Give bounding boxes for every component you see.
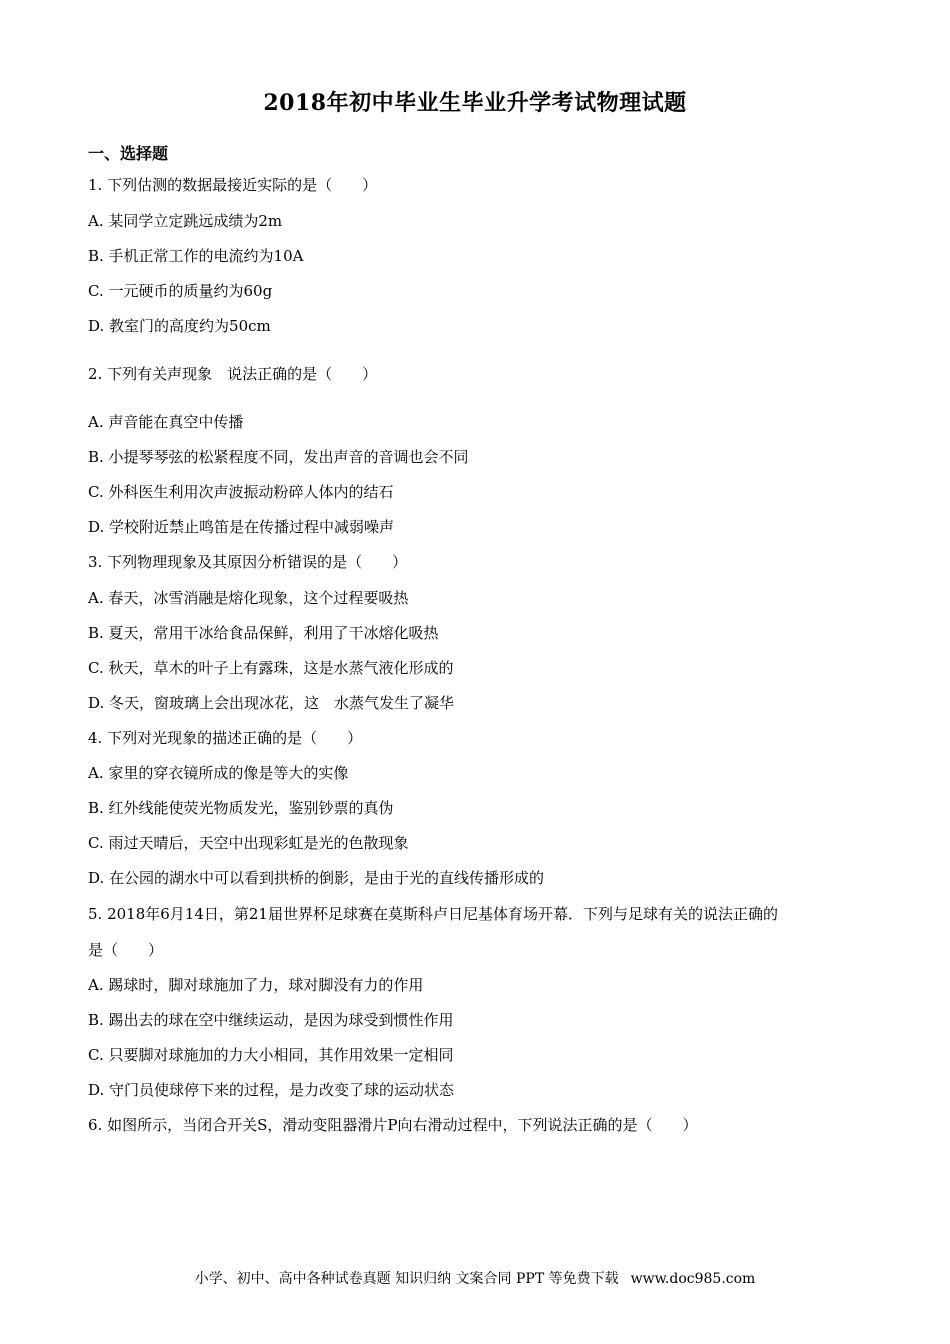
page-title: 2018年初中毕业生毕业升学考试物理试题	[263, 90, 687, 116]
question-5-option-c: C. 只要脚对球施加的力大小相同，其作用效果一定相同	[88, 1046, 454, 1064]
question-5-stem-continued: 是（ ）	[88, 941, 164, 959]
question-3-stem: 3. 下列物理现象及其原因分析错误的是（ ）	[88, 553, 408, 571]
question-4-option-c: C. 雨过天晴后，天空中出现彩虹是光的色散现象	[88, 834, 409, 852]
question-4-stem: 4. 下列对光现象的描述正确的是（ ）	[88, 729, 363, 747]
question-3-option-b: B. 夏天，常用干冰给食品保鲜，利用了干冰熔化吸热	[88, 624, 439, 642]
question-4-option-a: A. 家里的穿衣镜所成的像是等大的实像	[88, 764, 349, 782]
footer-url[interactable]: www.doc985.com	[630, 1271, 756, 1287]
footer-text: 小学、初中、高中各种试卷真题 知识归纳 文案合同 PPT 等免费下载	[194, 1271, 619, 1287]
question-3-option-d: D. 冬天，窗玻璃上会出现冰花，这 水蒸气发生了凝华	[88, 694, 455, 712]
question-3-option-c: C. 秋天，草木的叶子上有露珠，这是水蒸气液化形成的	[88, 659, 454, 677]
question-1-option-c: C. 一元硬币的质量约为60g	[88, 282, 273, 300]
question-2-option-d: D. 学校附近禁止鸣笛是在传播过程中减弱噪声	[88, 518, 395, 536]
page-footer	[0, 1268, 950, 1288]
question-5-stem: 5. 2018年6月14日，第21届世界杯足球赛在莫斯科卢日尼基体育场开幕．下列与足球有关的说法正确的	[88, 905, 778, 923]
question-4-option-d: D. 在公园的湖水中可以看到拱桥的倒影，是由于光的直线传播形成的	[88, 869, 545, 887]
question-5-option-a: A. 踢球时，脚对球施加了力，球对脚没有力的作用	[88, 976, 424, 994]
question-1-option-b: B. 手机正常工作的电流约为10A	[88, 247, 304, 265]
question-2-option-b: B. 小提琴琴弦的松紧程度不同，发出声音的音调也会不同	[88, 448, 469, 466]
question-1-option-a: A. 某同学立定跳远成绩为2m	[88, 212, 283, 230]
question-4-option-b: B. 红外线能使荧光物质发光，鉴别钞票的真伪	[88, 799, 394, 817]
question-3-option-a: A. 春天，冰雪消融是熔化现象，这个过程要吸热	[88, 589, 409, 607]
question-2-option-a: A. 声音能在真空中传播	[88, 413, 244, 431]
question-1-stem: 1. 下列估测的数据最接近实际的是（ ）	[88, 176, 378, 194]
question-1-option-d: D. 教室门的高度约为50cm	[88, 317, 271, 335]
question-5-option-b: B. 踢出去的球在空中继续运动，是因为球受到惯性作用	[88, 1011, 454, 1029]
question-2-stem: 2. 下列有关声现象 说法正确的是（ ）	[88, 365, 378, 383]
section-heading: 一、选择题	[88, 144, 169, 163]
question-5-option-d: D. 守门员使球停下来的过程，是力改变了球的运动状态	[88, 1081, 455, 1099]
question-6-stem: 6. 如图所示，当闭合开关S，滑动变阻器滑片P向右滑动过程中，下列说法正确的是（ ）	[88, 1116, 698, 1134]
question-2-option-c: C. 外科医生利用次声波振动粉碎人体内的结石	[88, 483, 394, 501]
